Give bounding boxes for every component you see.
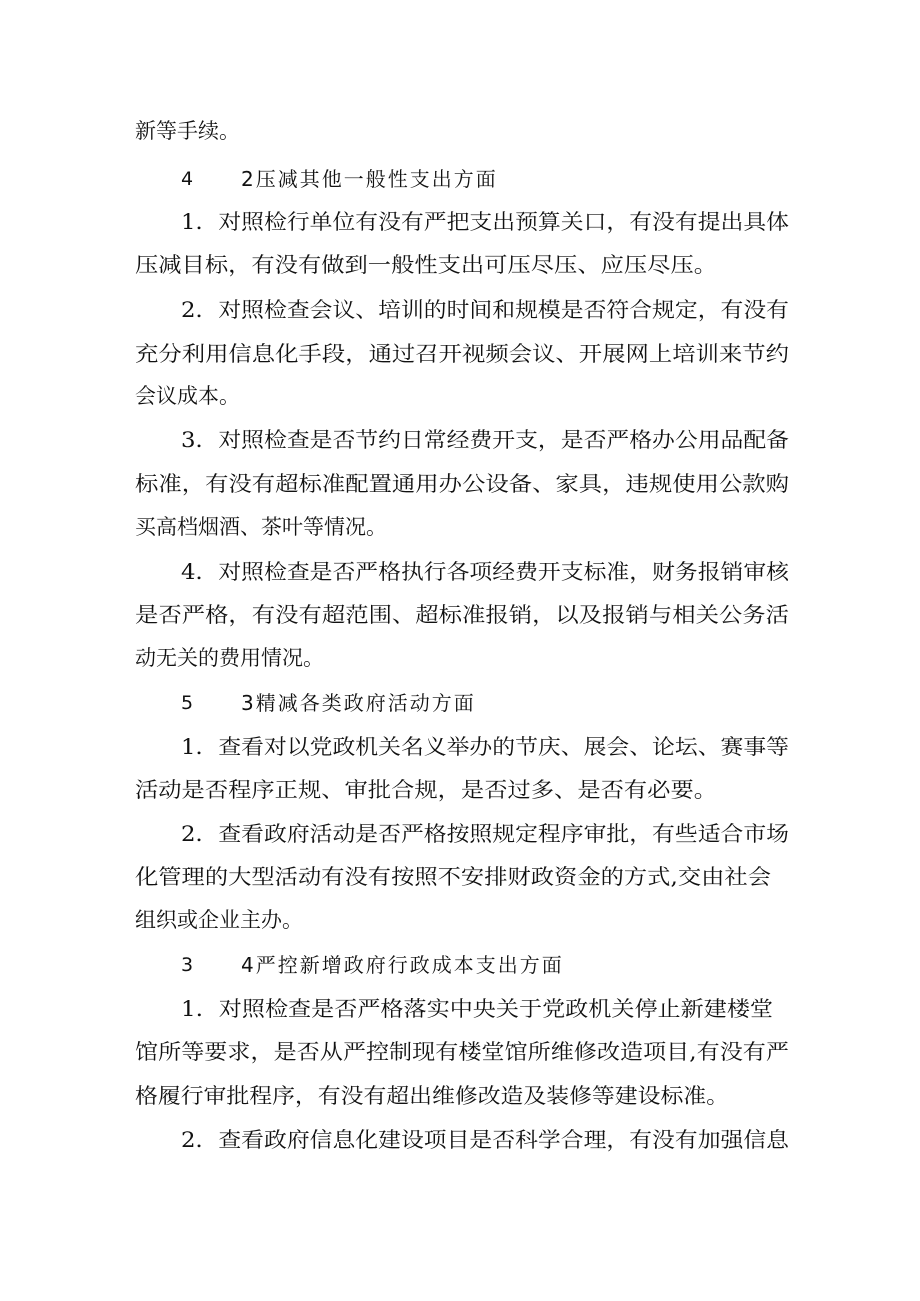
line-text: 馆所等要求，是否从严控制现有楼堂馆所维修改造项目,有没有严 <box>135 1040 789 1064</box>
line-text: 化管理的大型活动有没有按照不安排财政资金的方式,交由社会 <box>135 865 771 889</box>
line-text: 2．查看政府信息化建设项目是否科学合理，有没有加强信息 <box>181 1128 789 1152</box>
paragraph-line <box>0 772 920 808</box>
line-text: 标准，有没有超标准配置通用办公设备、家具，违规使用公款购 <box>135 472 789 496</box>
line-text: 压减目标，有没有做到一般性支出可压尽压、应压尽压。 <box>135 253 717 277</box>
paragraph-line <box>0 554 920 590</box>
line-text: 1．查看对以党政机关名义举办的节庆、展会、论坛、赛事等 <box>181 735 789 759</box>
line-text: 活动是否程序正规、审批合规，是否过多、是否有必要。 <box>135 778 717 802</box>
line-text: 格履行审批程序，有没有超出维修改造及装修等建设标准。 <box>135 1084 729 1108</box>
paragraph-line <box>0 597 920 633</box>
paragraph-line <box>0 378 920 414</box>
line-text: 动无关的费用情况。 <box>135 646 324 670</box>
paragraph-line <box>0 859 920 895</box>
line-text: 买高档烟酒、茶叶等情况。 <box>135 515 387 539</box>
paragraph-line <box>0 1078 920 1114</box>
line-text: 充分利用信息化手段，通过召开视频会议、开展网上培训来节约 <box>135 342 789 366</box>
section-heading <box>0 685 920 721</box>
paragraph-line <box>0 247 920 283</box>
paragraph-line <box>0 292 920 328</box>
heading-number: 4 <box>181 168 194 190</box>
line-text: 1．对照检查是否严格落实中央关于党政机关停止新建楼堂 <box>181 997 773 1021</box>
paragraph-line <box>0 729 920 765</box>
line-text: 组织或企业主办。 <box>135 908 303 932</box>
heading-text: 4严控新增政府行政成本支出方面 <box>241 953 564 977</box>
line-text: 是否严格，有没有超范围、超标准报销，以及报销与相关公务活 <box>135 603 789 627</box>
paragraph-line <box>0 1034 920 1070</box>
paragraph-line <box>0 1122 920 1158</box>
line-text: 会议成本。 <box>135 384 240 408</box>
paragraph-line <box>0 509 920 545</box>
heading-text: 2压减其他一般性支出方面 <box>241 167 498 191</box>
paragraph-line <box>0 336 920 372</box>
paragraph-line <box>0 902 920 938</box>
heading-number: 3 <box>181 954 194 976</box>
paragraph-line <box>0 113 920 149</box>
line-text: 1．对照检行单位有没有严把支出预算关口，有没有提出具体 <box>181 210 789 234</box>
paragraph-line <box>0 816 920 852</box>
heading-text: 3精减各类政府活动方面 <box>241 691 476 715</box>
heading-number: 5 <box>181 692 194 714</box>
line-text: 新等手续。 <box>135 119 240 143</box>
paragraph-line <box>0 640 920 676</box>
line-text: 2．对照检查会议、培训的时间和规模是否符合规定，有没有 <box>181 298 789 322</box>
paragraph-line <box>0 422 920 458</box>
line-text: 2．查看政府活动是否严格按照规定程序审批，有些适合市场 <box>181 822 789 846</box>
paragraph-line <box>0 466 920 502</box>
section-heading <box>0 947 920 983</box>
line-text: 3．对照检查是否节约日常经费开支，是否严格办公用品配备 <box>181 428 789 452</box>
section-heading <box>0 161 920 197</box>
paragraph-line <box>0 991 920 1027</box>
line-text: 4．对照检查是否严格执行各项经费开支标准，财务报销审核 <box>181 560 789 584</box>
paragraph-line <box>0 204 920 240</box>
